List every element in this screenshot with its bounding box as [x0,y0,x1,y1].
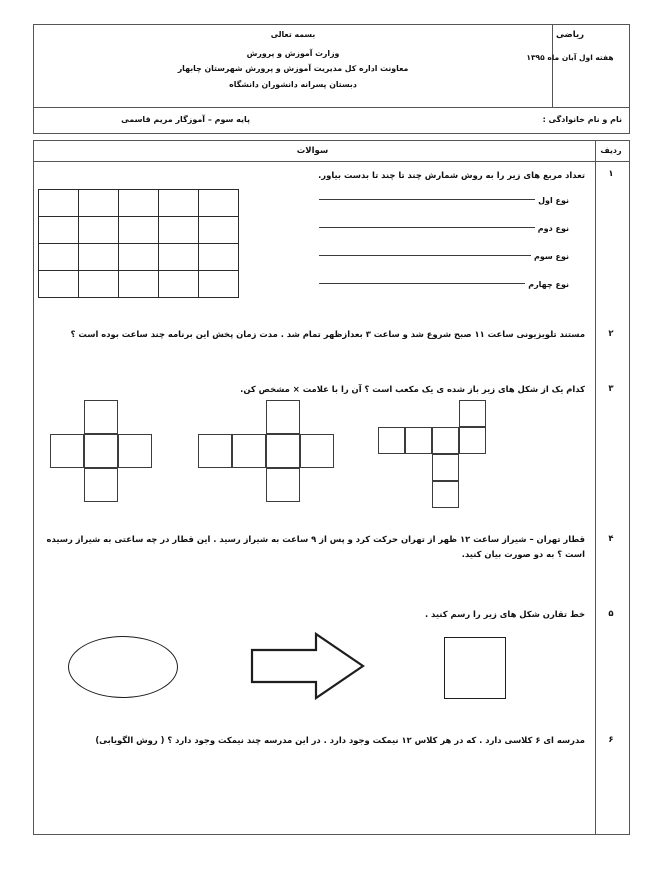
question-text-1: تعداد مربع های زیر را به روش شمارش چند تا چند تا بدست بیاور. [318,170,585,180]
grid-cell [159,217,199,244]
net3-square-below-1 [432,454,459,481]
grid-cell [39,190,79,217]
bismillah-text: بسمه تعالی [270,30,316,39]
header-box [33,24,630,108]
table-column-divider [595,141,596,834]
grid-row [39,271,239,298]
department-name: معاونت اداره کل مدیریت آموزش و پرورش شهرستان چابهار [177,64,409,74]
answer-label-1-2: نوع دوم [537,224,569,233]
row-number-1: ۱ [608,169,614,179]
answer-rule-1-2 [319,226,535,228]
net2-square-row-2 [232,434,266,468]
grid-cell [199,244,239,271]
question-text-6: مدرسه ای ۶ کلاسی دارد . که در هر کلاس ۱۲ نیمکت وجود دارد . در این مدرسه چند نیمکت وجود دارد ؟ ( روش الگویابی) [95,735,585,745]
answer-rule-1-1 [319,198,535,200]
net2-square-bottom [266,468,300,502]
answer-label-1-3: نوع سوم [533,252,569,261]
net3-square-row-4 [459,427,486,454]
grid-cell [79,271,119,298]
name-row-right-border [629,108,630,133]
row-number-3: ۳ [608,384,614,394]
net1-square-left [50,434,84,468]
right-arrow-icon [250,630,366,702]
answer-rule-1-3 [319,254,531,256]
subject-title: ریاضی [555,30,585,40]
grid-cell [159,190,199,217]
grid-cell [119,271,159,298]
grid-cell [159,244,199,271]
net3-square-row-1 [378,427,405,454]
grid-cell [159,271,199,298]
answer-label-1-4: نوع چهارم [528,280,569,289]
row-number-6: ۶ [608,735,614,745]
square-grid-table [38,189,239,298]
ministry-name: وزارت آموزش و پرورش [246,48,340,58]
question-text-2: مستند تلویزیونی ساعت ۱۱ صبح شروع شد و ساعت ۳ بعدازظهر تمام شد . مدت زمان پخش این برنامه چند ساعت بوده است ؟ [70,329,585,339]
question-text-3: کدام یک از شکل های زیر باز شده ی یک مکعب است ؟ آن را با علامت × مشخص کن. [240,384,585,394]
answer-line-1-4[interactable] [319,280,569,289]
grid-cell [199,217,239,244]
net3-square-top [459,400,486,427]
grid-cell [119,190,159,217]
grid-cell [79,217,119,244]
figure-square-grid [38,189,239,298]
answer-line-1-3[interactable] [319,252,569,261]
answer-rule-1-4 [319,282,525,284]
grid-cell [119,217,159,244]
net3-square-row-2 [405,427,432,454]
column-header-questions: سوالات [296,146,329,156]
student-name-row [33,108,630,134]
net2-square-top [266,400,300,434]
answer-line-1-1[interactable] [319,196,569,205]
row-number-2: ۲ [608,329,614,339]
question-text-5: خط تقارن شکل های زیر را رسم کنید . [424,609,585,619]
row-number-5: ۵ [608,609,614,619]
symmetry-shape-ellipse[interactable] [68,636,178,698]
class-teacher-value: پایه سوم – آموزگار مریم قاسمی [121,115,250,124]
student-name-label: نام و نام خانوادگی : [542,115,622,124]
row-number-4: ۴ [608,534,614,544]
net2-square-row-4 [300,434,334,468]
question-text-4: قطار تهران – شیراز ساعت ۱۲ ظهر از تهران حرکت کرد و پس از ۹ ساعت به شیراز رسید . این قطار در چه ساعتی به شیراز رسیده است ؟ به دو صورت بیان کنید. [46,534,585,559]
column-header-row-number: ردیف [600,146,622,155]
net1-square-center [84,434,118,468]
cube-net-option-3[interactable] [378,400,513,525]
net2-square-row-1 [198,434,232,468]
grid-cell [79,244,119,271]
grid-row [39,190,239,217]
grid-row [39,244,239,271]
symmetry-shape-right-arrow[interactable] [250,630,366,706]
grid-cell [39,244,79,271]
grid-cell [79,190,119,217]
cube-net-option-2[interactable] [198,400,343,510]
net2-square-row-3 [266,434,300,468]
grid-cell [119,244,159,271]
grid-cell [39,217,79,244]
exam-date: هفته اول آبان ماه ۱۳۹۵ [526,53,614,62]
grid-cell [39,271,79,298]
answer-label-1-1: نوع اول [538,196,569,205]
net3-square-below-2 [432,481,459,508]
net1-square-top [84,400,118,434]
table-header-rule [34,161,629,162]
cube-net-option-1[interactable] [50,400,160,510]
grid-cell [199,271,239,298]
header-institution-block [34,25,552,107]
net3-square-row-3 [432,427,459,454]
answer-line-1-2[interactable] [319,224,569,233]
grid-row [39,217,239,244]
net1-square-bottom [84,468,118,502]
grid-cell [199,190,239,217]
school-name: دبستان پسرانه دانشوران دانشگاه [229,80,357,90]
name-row-left-border [33,108,34,133]
net1-square-right [118,434,152,468]
symmetry-shape-square[interactable] [444,637,506,699]
